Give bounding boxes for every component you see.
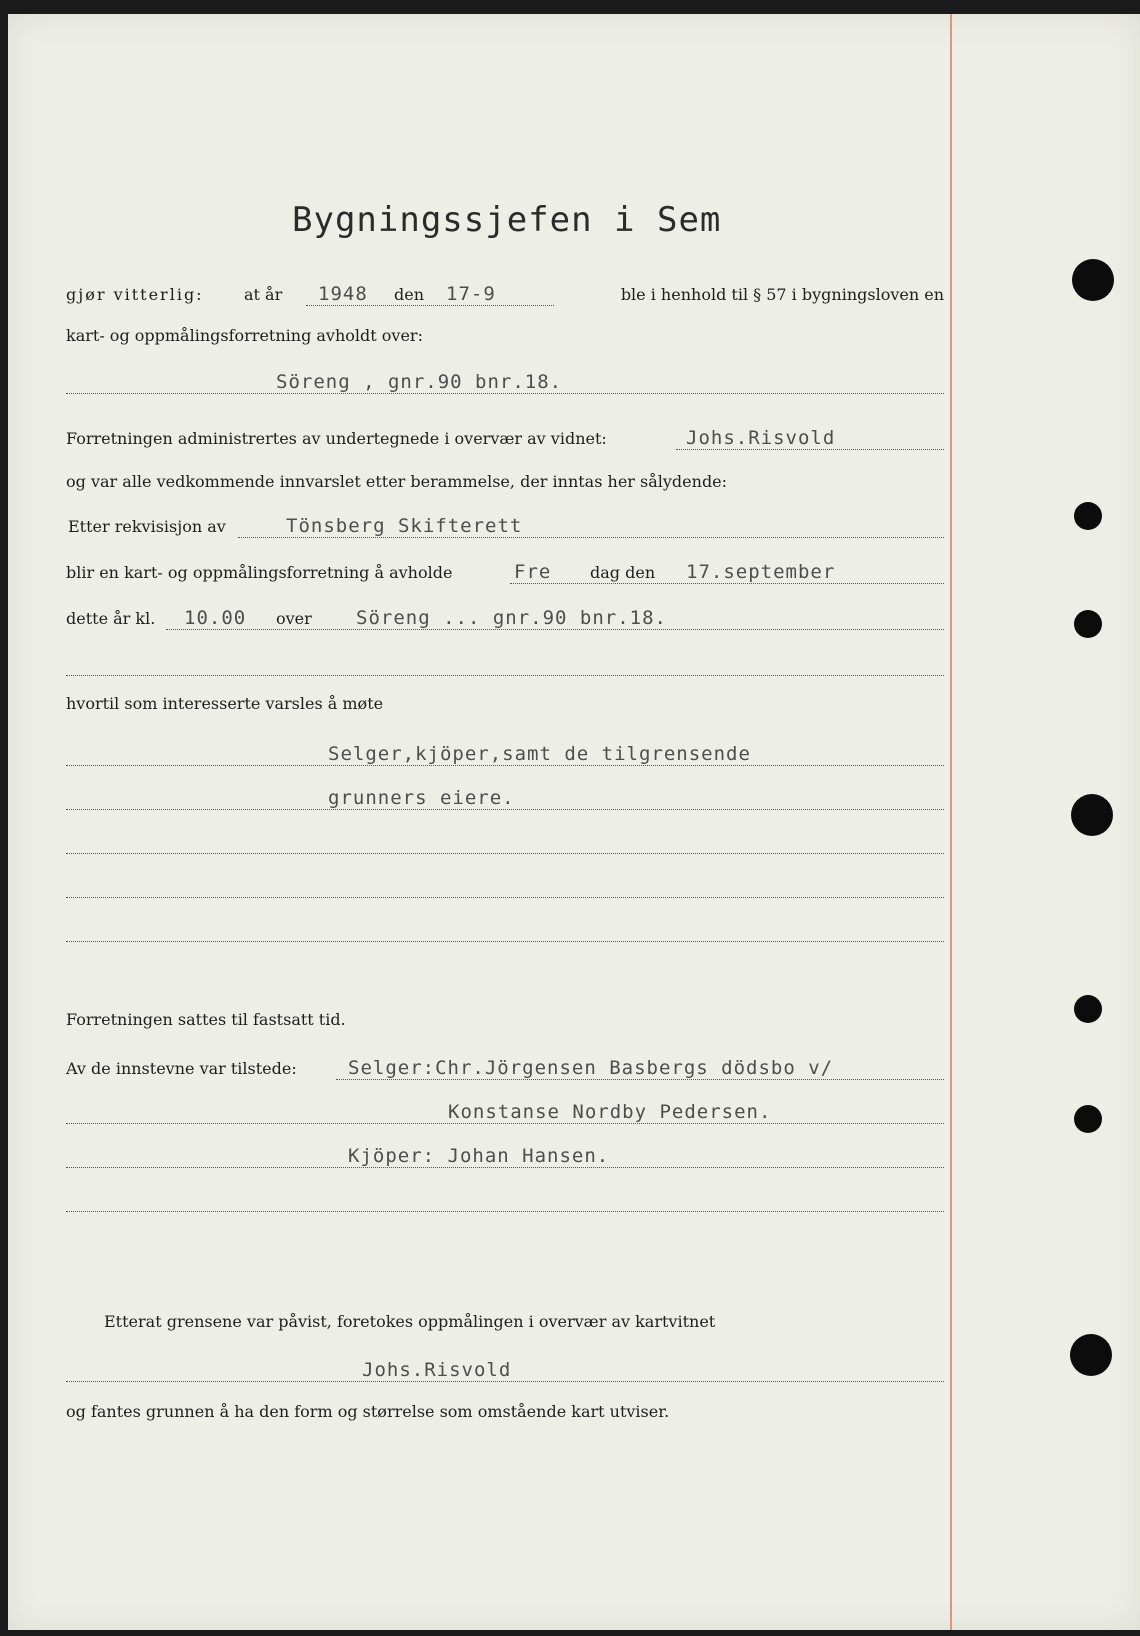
witness-line [66,420,944,454]
blank-line [66,1182,944,1216]
date-value: 17-9 [446,283,496,305]
document-title: Bygningssjefen i Sem [292,200,722,240]
attendees-line-3: Kjöper: Johan Hansen. [348,1145,610,1167]
punch-hole [1074,1105,1102,1133]
label-den: den [388,285,427,304]
invite-line [66,780,944,814]
punch-hole [1074,610,1102,638]
label-ble-i-henhold: ble i henhold til § 57 i bygningsloven en [617,285,944,304]
witness-label: Forretningen administrertes av undertegnede i overvær av vidnet: [66,429,610,448]
property-value: Söreng , gnr.90 bnr.18. [276,371,563,393]
meeting-label: blir en kart- og oppmålingsforretning å avholde [66,563,455,582]
time-line [66,600,944,634]
time-value: 10.00 [184,607,247,629]
attendees-label: Av de innstevne var tilstede: [66,1059,300,1078]
punch-hole [1072,259,1114,301]
meeting-date: 17.september [686,561,836,583]
held-text: Forretningen sattes til fastsatt tid. [66,1010,346,1029]
year-value: 1948 [318,283,368,305]
requisition-value: Tönsberg Skifterett [286,515,523,537]
invite-label: hvortil som interesserte varsles å møte [66,694,384,713]
label-dag-den: dag den [586,563,658,582]
label-gjor-vitterlig: gjør vitterlig: [66,285,207,304]
witness-value: Johs.Risvold [686,427,836,449]
place-value: Söreng ... gnr.90 bnr.18. [356,607,667,629]
time-label: dette år kl. [66,609,158,628]
property-line [66,364,944,398]
label-over: over [270,609,315,628]
closing-text: og fantes grunnen å ha den form og størrelse som omstående kart utviser. [66,1402,670,1421]
survey-witness: Johs.Risvold [362,1359,512,1381]
requisition-label: Etter rekvisisjon av [68,517,229,536]
document-page [8,14,1140,1630]
invite-line-1: Selger,kjöper,samt de tilgrensende [328,743,751,765]
intro-line [66,276,944,310]
margin-line [950,14,952,1630]
label-at-ar: at år [244,285,285,304]
survey-text: Etterat grensene var påvist, foretokes oppmålingen i overvær av kartvitnet [104,1312,716,1331]
meeting-weekday: Fre [514,561,552,583]
invite-line-2: grunners eiere. [328,787,515,809]
requisition-line [66,508,944,542]
notice-text: og var alle vedkommende innvarslet etter berammelse, der inntas her sålydende: [66,472,728,491]
attendees-line [66,1138,944,1172]
invite-line [66,736,944,770]
punch-hole [1070,1334,1112,1376]
punch-hole [1074,502,1102,530]
survey-witness-line [66,1352,944,1386]
punch-hole [1074,995,1102,1023]
attendees-line [66,1094,944,1128]
blank-line [66,646,944,680]
punch-hole [1071,794,1113,836]
attendees-line-2: Konstanse Nordby Pedersen. [448,1101,772,1123]
meeting-line [66,554,944,588]
blank-line [66,912,944,946]
attendees-line [66,1050,944,1084]
blank-line [66,868,944,902]
attendees-line-1: Selger:Chr.Jörgensen Basbergs dödsbo v/ [348,1057,834,1079]
blank-line [66,824,944,858]
intro-line-2: kart- og oppmålingsforretning avholdt over: [66,326,423,345]
